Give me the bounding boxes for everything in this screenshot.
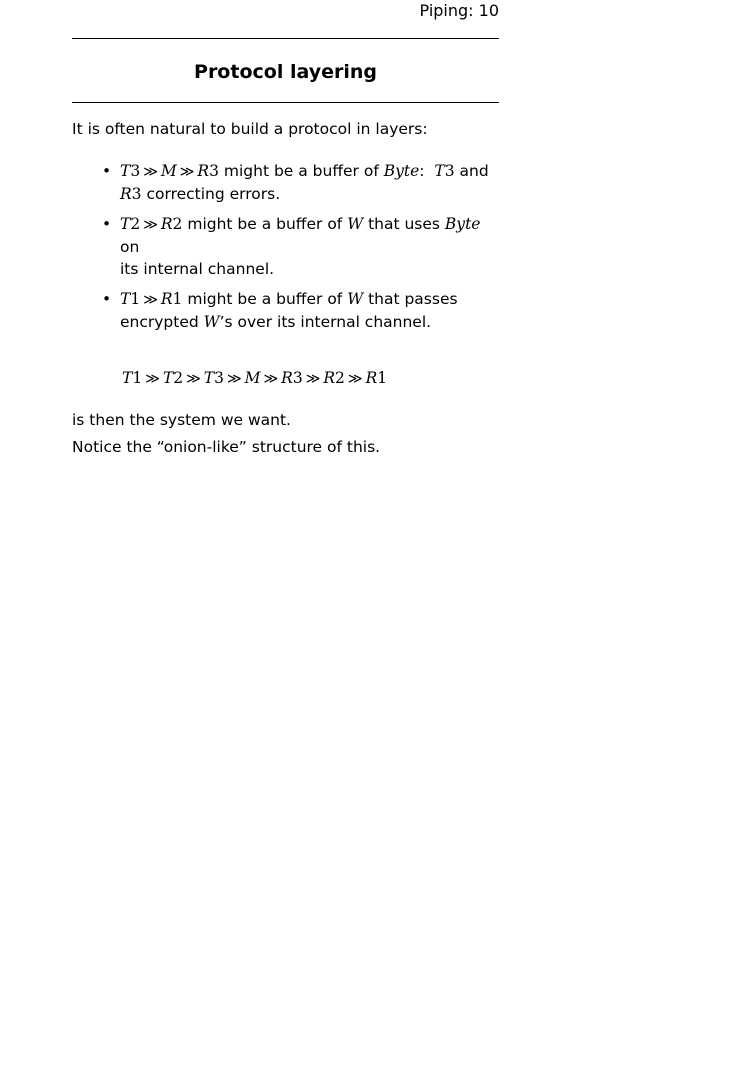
text-run: might be a buffer of	[182, 290, 348, 308]
bullet-1-line-1	[120, 160, 499, 183]
text-run: correcting errors.	[141, 185, 281, 203]
var-m: M	[244, 369, 261, 387]
text-run: ’s over its internal channel.	[219, 313, 432, 331]
text-run: might be a buffer of	[182, 215, 348, 233]
var-r1: R1	[160, 290, 183, 308]
text-run: might be a buffer of	[218, 162, 384, 180]
slide-content	[72, 118, 499, 458]
var-r2: R2	[323, 369, 345, 387]
notice-text: Notice the “onion-like” structure of this.	[72, 438, 381, 456]
bullet-dot-icon: •	[102, 290, 112, 308]
var-w: W	[347, 290, 364, 308]
var-t3: T3	[434, 162, 455, 180]
var-w: W	[347, 215, 364, 233]
var-r1: R1	[365, 369, 388, 387]
text-run: that passes	[363, 290, 458, 308]
bullet-dot-icon: •	[102, 162, 112, 180]
page-header: Piping: 10	[419, 1, 499, 20]
var-t3: T3	[120, 162, 141, 180]
var-r3: R3	[120, 185, 142, 203]
much-greater-op: ≫	[186, 371, 201, 387]
much-greater-op: ≫	[145, 371, 160, 387]
bullet-list	[72, 160, 499, 333]
much-greater-op: ≫	[179, 164, 195, 180]
var-w: W	[203, 313, 220, 331]
text-run: :	[419, 162, 435, 180]
much-greater-op: ≫	[226, 371, 242, 387]
much-greater-op: ≫	[305, 371, 321, 387]
text-run: encrypted	[120, 313, 204, 331]
bullet-3-line-2	[120, 311, 499, 333]
bullet-2-line-2	[120, 258, 499, 280]
var-r3: R3	[281, 369, 303, 387]
slide-title: Protocol layering	[194, 61, 377, 83]
text-run: that uses	[363, 215, 445, 233]
bullet-item-2	[72, 213, 499, 280]
much-greater-op: ≫	[143, 292, 158, 308]
bullet-dot-icon: •	[102, 215, 112, 233]
bullet-3-line-1	[120, 288, 499, 311]
much-greater-op: ≫	[263, 371, 279, 387]
much-greater-op: ≫	[143, 217, 158, 233]
bottom-rule	[72, 102, 499, 103]
var-r3: R3	[197, 162, 219, 180]
bullet-item-1	[72, 160, 499, 205]
much-greater-op: ≫	[347, 371, 363, 387]
intro-text: It is often natural to build a protocol in layers:	[72, 120, 428, 138]
var-t3: T3	[203, 369, 224, 387]
var-t2: T2	[162, 369, 184, 387]
bullet-1-line-2	[120, 183, 499, 205]
var-r2: R2	[160, 215, 183, 233]
bullet-2-line-1	[120, 213, 499, 258]
display-equation	[72, 367, 499, 390]
bullet-item-3	[72, 288, 499, 333]
var-t1: T1	[122, 369, 143, 387]
text-run: on	[120, 238, 140, 256]
var-t1: T1	[120, 290, 141, 308]
conclusion-text: is then the system we want.	[72, 411, 291, 429]
much-greater-op: ≫	[143, 164, 158, 180]
text-run: its internal channel.	[120, 260, 275, 278]
var-m: M	[160, 162, 177, 180]
text-run: and	[454, 162, 489, 180]
var-byte: Byte	[444, 215, 481, 233]
top-rule	[72, 38, 499, 39]
var-byte: Byte	[383, 162, 420, 180]
var-t2: T2	[120, 215, 141, 233]
